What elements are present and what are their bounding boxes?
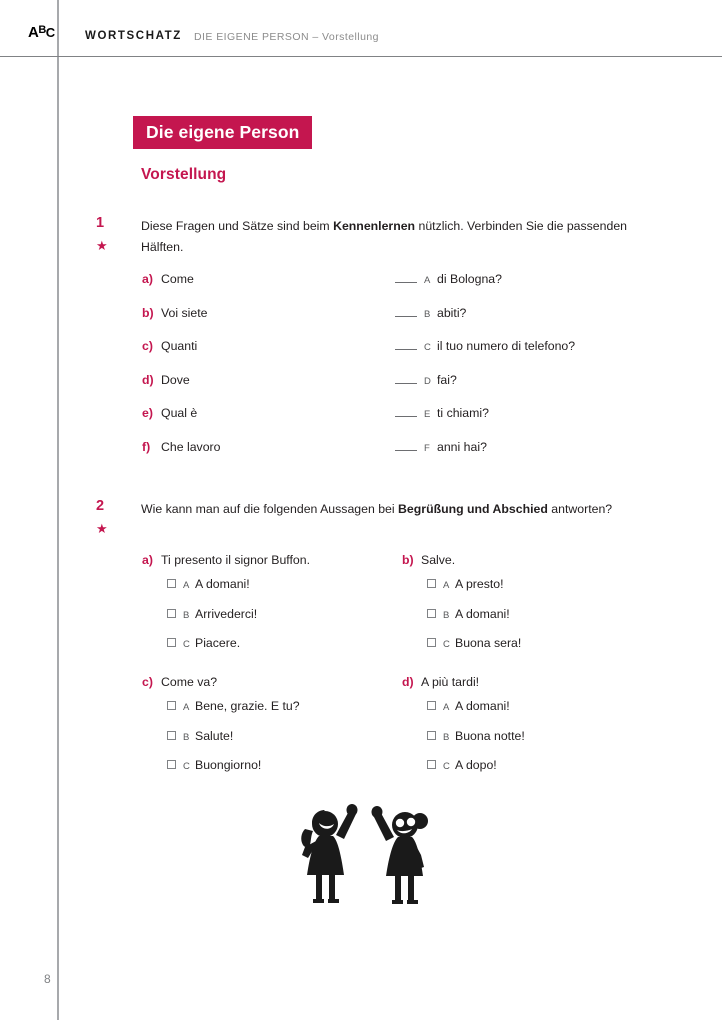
section-title: Vorstellung bbox=[141, 166, 227, 183]
match-right-text: di Bologna? bbox=[437, 272, 502, 286]
checkbox[interactable] bbox=[427, 701, 436, 710]
mc-prompt bbox=[402, 675, 652, 689]
mc-option-letter: A bbox=[443, 702, 450, 713]
mc-option[interactable] bbox=[427, 636, 652, 666]
mc-prompt-letter: b) bbox=[402, 553, 414, 567]
match-right-letter: C bbox=[424, 342, 432, 353]
exercise-2-block-a bbox=[142, 553, 392, 666]
mc-option[interactable] bbox=[167, 729, 392, 759]
mc-option[interactable] bbox=[427, 607, 652, 637]
exercise-1-right-column bbox=[395, 272, 575, 473]
match-right-row bbox=[395, 373, 575, 407]
match-left-text: Come bbox=[161, 272, 194, 286]
mc-prompt-letter: d) bbox=[402, 675, 414, 689]
checkbox[interactable] bbox=[167, 579, 176, 588]
checkbox[interactable] bbox=[167, 638, 176, 647]
match-left-row bbox=[142, 440, 220, 474]
page-header bbox=[0, 0, 722, 56]
match-left-text: Che lavoro bbox=[161, 439, 221, 454]
mc-option-letter: C bbox=[443, 639, 451, 650]
mc-prompt bbox=[142, 675, 392, 689]
match-left-letter: b) bbox=[142, 305, 154, 320]
exercise-1-number: 1 bbox=[96, 215, 105, 231]
mc-option[interactable] bbox=[167, 699, 392, 729]
mc-option-letter: C bbox=[183, 761, 191, 772]
checkbox[interactable] bbox=[167, 760, 176, 769]
mc-option-letter: B bbox=[183, 731, 190, 743]
answer-blank[interactable] bbox=[395, 272, 417, 283]
mc-option-text: Buona sera! bbox=[455, 636, 522, 650]
logo-letter-a: A bbox=[28, 24, 39, 41]
mc-option-text: A dopo! bbox=[455, 758, 497, 772]
exercise-2-number: 2 bbox=[96, 498, 105, 514]
exercise-2-instruction bbox=[141, 499, 631, 520]
mc-option[interactable] bbox=[167, 577, 392, 607]
match-left-row bbox=[142, 306, 220, 340]
page-number: 8 bbox=[44, 972, 51, 986]
match-left-text: Qual è bbox=[161, 406, 198, 420]
mc-option-letter: C bbox=[183, 639, 191, 650]
checkbox[interactable] bbox=[427, 731, 436, 740]
abc-logo bbox=[28, 25, 55, 40]
exercise-2-difficulty-star: ★ bbox=[96, 521, 108, 536]
mc-option-text: Buona notte! bbox=[455, 728, 525, 743]
match-left-text: Voi siete bbox=[161, 305, 208, 320]
mc-prompt-text: Come va? bbox=[161, 675, 218, 689]
mc-prompt-text: Salve. bbox=[421, 553, 456, 567]
page-title-banner: Die eigene Person bbox=[133, 116, 312, 149]
checkbox[interactable] bbox=[427, 638, 436, 647]
mc-option[interactable] bbox=[427, 729, 652, 759]
checkbox[interactable] bbox=[167, 731, 176, 740]
match-left-text: Dove bbox=[161, 372, 190, 387]
mc-option-text: Arrivederci! bbox=[195, 606, 258, 621]
answer-blank[interactable] bbox=[395, 306, 417, 317]
exercise-2-instruction-part1: Wie kann man auf die folgenden Aussagen bei bbox=[141, 502, 399, 516]
mc-option-letter: B bbox=[443, 731, 450, 743]
match-left-text: Quanti bbox=[161, 339, 198, 353]
mc-prompt-letter: c) bbox=[142, 675, 153, 689]
mc-prompt bbox=[142, 553, 392, 567]
match-left-letter: c) bbox=[142, 339, 153, 353]
match-left-letter: e) bbox=[142, 406, 153, 420]
match-right-letter: F bbox=[424, 442, 431, 454]
match-left-row bbox=[142, 406, 220, 440]
exercise-2-block-c bbox=[142, 675, 392, 788]
match-right-letter: E bbox=[424, 409, 431, 420]
match-left-row bbox=[142, 272, 220, 306]
mc-option-letter: A bbox=[183, 702, 190, 713]
mc-option[interactable] bbox=[167, 636, 392, 666]
match-right-row bbox=[395, 406, 575, 440]
match-right-letter: B bbox=[424, 308, 431, 320]
mc-option[interactable] bbox=[167, 758, 392, 788]
exercise-1-instruction-part1: Diese Fragen und Sätze sind beim bbox=[141, 219, 334, 233]
exercise-2-block-b bbox=[402, 553, 652, 666]
match-left-row bbox=[142, 373, 220, 407]
mc-option-text: A domani! bbox=[455, 699, 510, 713]
logo-letter-c: C bbox=[45, 25, 55, 40]
mc-option-letter: C bbox=[443, 761, 451, 772]
exercise-1-instruction bbox=[141, 216, 631, 258]
mc-option-text: Piacere. bbox=[195, 636, 241, 650]
checkbox[interactable] bbox=[167, 609, 176, 618]
match-right-row bbox=[395, 272, 575, 306]
checkbox[interactable] bbox=[427, 579, 436, 588]
exercise-1-instruction-part2: nützlich. Verbinden Sie die passenden Hälften. bbox=[141, 219, 628, 255]
answer-blank[interactable] bbox=[395, 406, 417, 417]
match-right-row bbox=[395, 306, 575, 340]
two-waving-girls-illustration bbox=[287, 793, 447, 905]
mc-prompt-text: A più tardi! bbox=[421, 675, 480, 689]
checkbox[interactable] bbox=[167, 701, 176, 710]
match-right-letter: A bbox=[424, 275, 431, 286]
header-divider bbox=[0, 56, 722, 57]
exercise-2-instruction-part2: antworten? bbox=[547, 502, 613, 516]
mc-option[interactable] bbox=[427, 577, 652, 607]
checkbox[interactable] bbox=[427, 760, 436, 769]
header-subtitle: DIE EIGENE PERSON – Vorstellung bbox=[194, 31, 379, 43]
mc-option-text: Bene, grazie. E tu? bbox=[195, 699, 300, 713]
match-left-row bbox=[142, 339, 220, 373]
logo-letter-b: B bbox=[38, 24, 46, 36]
exercise-2-instruction-keyword: Begrüßung und Abschied bbox=[398, 502, 548, 516]
match-left-letter: d) bbox=[142, 372, 154, 387]
mc-option[interactable] bbox=[427, 699, 652, 729]
exercise-1-left-column bbox=[142, 272, 220, 473]
header-category: WORTSCHATZ bbox=[85, 30, 182, 42]
mc-option-letter: B bbox=[443, 609, 450, 621]
mc-option[interactable] bbox=[427, 758, 652, 788]
match-right-text: abiti? bbox=[437, 305, 467, 320]
match-right-row bbox=[395, 440, 575, 474]
mc-option-letter: B bbox=[183, 609, 190, 621]
match-right-row bbox=[395, 339, 575, 373]
mc-option-letter: A bbox=[183, 580, 190, 591]
exercise-2-block-d bbox=[402, 675, 652, 788]
answer-blank[interactable] bbox=[395, 373, 417, 384]
mc-option-text: A presto! bbox=[455, 577, 504, 591]
match-right-text: ti chiami? bbox=[437, 406, 489, 420]
mc-option-text: A domani! bbox=[455, 606, 510, 621]
answer-blank[interactable] bbox=[395, 440, 417, 451]
left-margin-rule bbox=[57, 0, 59, 1020]
mc-option[interactable] bbox=[167, 607, 392, 637]
mc-option-text: A domani! bbox=[195, 577, 250, 591]
mc-prompt-text: Ti presento il signor Buffon. bbox=[161, 553, 311, 567]
mc-option-letter: A bbox=[443, 580, 450, 591]
match-right-text: il tuo numero di telefono? bbox=[437, 339, 576, 353]
mc-prompt-letter: a) bbox=[142, 553, 153, 567]
exercise-1-instruction-keyword: Kennenlernen bbox=[333, 219, 416, 233]
match-right-text: fai? bbox=[437, 372, 457, 387]
exercise-1-difficulty-star: ★ bbox=[96, 238, 108, 253]
answer-blank[interactable] bbox=[395, 339, 417, 350]
mc-option-text: Salute! bbox=[195, 728, 234, 743]
match-left-letter: f) bbox=[142, 439, 151, 454]
match-right-text: anni hai? bbox=[437, 439, 487, 454]
mc-prompt bbox=[402, 553, 652, 567]
match-right-letter: D bbox=[424, 375, 432, 387]
checkbox[interactable] bbox=[427, 609, 436, 618]
match-left-letter: a) bbox=[142, 272, 153, 286]
mc-option-text: Buongiorno! bbox=[195, 758, 262, 772]
